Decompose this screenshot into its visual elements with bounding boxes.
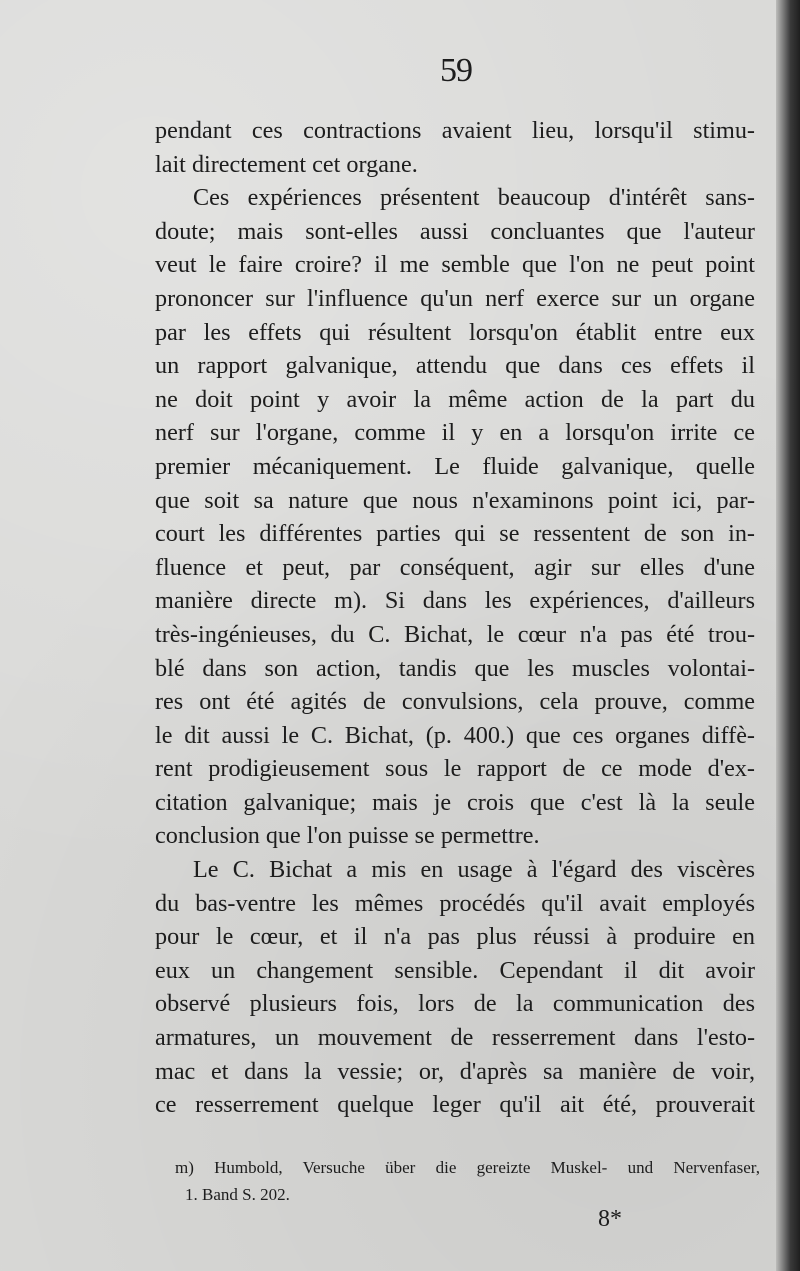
- text-line: nerf sur l'organe, comme il y en a lorsqu'on irrite ce: [155, 419, 755, 447]
- footnote-line: m) Humbold, Versuche über die gereizte Muskel- und Nervenfaser,: [175, 1158, 760, 1177]
- text-line: ne doit point y avoir la même action de la part du: [155, 385, 755, 413]
- text-line: citation galvanique; mais je crois que c'est là la seule: [155, 788, 755, 816]
- text-line: lait directement cet organe.: [155, 150, 418, 178]
- text-line: doute; mais sont-elles aussi concluantes que l'auteur: [155, 217, 755, 245]
- footnote: [175, 1154, 760, 1208]
- text-line: Le C. Bichat a mis en usage à l'égard des viscères: [193, 856, 755, 884]
- text-line: le dit aussi le C. Bichat, (p. 400.) que ces organes diffè-: [155, 721, 755, 749]
- text-line: rent prodigieusement sous le rapport de ce mode d'ex-: [155, 755, 755, 783]
- text-line: blé dans son action, tandis que les muscles volontai-: [155, 654, 755, 682]
- text-line: pour le cœur, et il n'a pas plus réussi à produire en: [155, 923, 755, 951]
- text-line: Ces expériences présentent beaucoup d'intérêt sans-: [193, 184, 755, 212]
- text-line: du bas-ventre les mêmes procédés qu'il avait employés: [155, 889, 755, 917]
- text-line: observé plusieurs fois, lors de la communication des: [155, 990, 755, 1018]
- text-line: manière directe m). Si dans les expériences, d'ailleurs: [155, 587, 755, 615]
- text-line: premier mécaniquement. Le fluide galvanique, quelle: [155, 452, 755, 480]
- body-text: [155, 114, 755, 1122]
- page-number: 59: [440, 52, 472, 89]
- page-edge-shadow: [776, 0, 800, 1271]
- text-line: res ont été agités de convulsions, cela prouve, comme: [155, 688, 755, 716]
- text-line: très-ingénieuses, du C. Bichat, le cœur n'a pas été trou-: [155, 620, 755, 648]
- text-line: mac et dans la vessie; or, d'après sa manière de voir,: [155, 1057, 755, 1085]
- text-line: pendant ces contractions avaient lieu, lorsqu'il stimu-: [155, 117, 755, 144]
- signature-mark: 8*: [598, 1206, 622, 1232]
- text-line: que soit sa nature que nous n'examinons point ici, par-: [155, 486, 755, 514]
- footnote-line: 1. Band S. 202.: [185, 1185, 290, 1204]
- paragraph-1: [155, 114, 755, 181]
- text-line: armatures, un mouvement de resserrement dans l'esto-: [155, 1024, 755, 1052]
- text-line: par les effets qui résultent lorsqu'on établit entre eux: [155, 318, 755, 346]
- text-line: eux un changement sensible. Cependant il dit avoir: [155, 956, 755, 984]
- text-line: prononcer sur l'influence qu'un nerf exerce sur un organe: [155, 284, 755, 312]
- text-line: ce resserrement quelque leger qu'il ait été, prouverait: [155, 1091, 755, 1119]
- text-line: veut le faire croire? il me semble que l'on ne peut point: [155, 251, 755, 279]
- text-line: conclusion que l'on puisse se permettre.: [155, 822, 540, 850]
- text-line: court les différentes parties qui se ressentent de son in-: [155, 520, 755, 548]
- text-line: fluence et peut, par conséquent, agir sur elles d'une: [155, 553, 755, 581]
- paragraph-3: [155, 853, 755, 1122]
- text-line: un rapport galvanique, attendu que dans ces effets il: [155, 352, 755, 380]
- paragraph-2: [155, 181, 755, 853]
